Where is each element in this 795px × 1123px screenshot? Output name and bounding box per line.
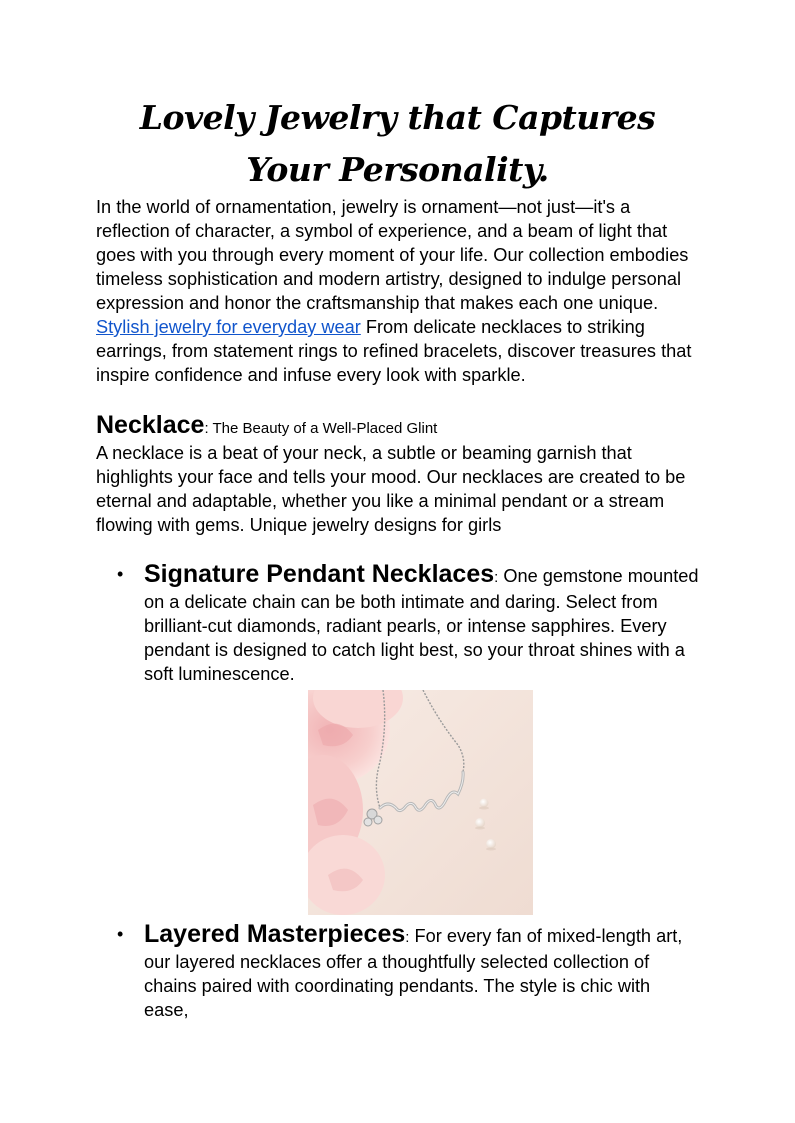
- bullet-separator: :: [494, 569, 499, 586]
- everyday-wear-link[interactable]: Stylish jewelry for everyday wear: [96, 317, 361, 337]
- necklace-heading-separator: :: [204, 420, 209, 437]
- intro-paragraph: [96, 195, 699, 387]
- bullet-description: One gemstone mounted on a delicate chain can be both intimate and daring. Select from brilliant-cut diamonds, radiant pearls, or intense sapphires. Every pendant is designed to catch light best, so your throat shines with a soft luminescence.: [144, 566, 699, 684]
- intro-text-after-link: From delicate necklaces to striking earrings, from statement rings to refined bracelets, discover treasures that inspire confidence and infuse every look with sparkle.: [96, 317, 692, 385]
- list-item: [117, 920, 699, 1022]
- bullet-heading: Layered Masterpieces: [144, 920, 406, 948]
- bullet-separator: :: [405, 929, 410, 946]
- bullet-dot: •: [117, 924, 124, 944]
- bullet-heading: Signature Pendant Necklaces: [144, 560, 495, 588]
- necklace-paragraph: A necklace is a beat of your neck, a subtle or beaming garnish that highlights your face and tells your mood. Our necklaces are created to be eternal and adaptable, whether you like a minimal pendant or a stream flowing with gems. Unique jewelry designs for girls: [96, 443, 686, 535]
- intro-text-before-link: In the world of ornamentation, jewelry is ornament—not just—it's a reflection of character, a symbol of experience, and a beam of light that goes with you through every moment of your life. Our collection embodies timeless sophistication and modern artistry, designed to indulge personal expression and honor the craftsmanship that makes each one unique.: [96, 197, 689, 313]
- necklace-section-heading: [96, 409, 437, 445]
- necklace-subheading: The Beauty of a Well-Placed Glint: [208, 420, 438, 437]
- page-title: Lovely Jewelry that Captures Your Personality.: [139, 98, 656, 189]
- pendant-necklace-photo: [308, 690, 533, 915]
- bullet-dot: •: [117, 564, 124, 584]
- list-item: [117, 560, 699, 686]
- bullet-description: For every fan of mixed-length art, our layered necklaces offer a thoughtfully selected collection of chains paired with coordinating pendants. The style is chic with ease,: [144, 926, 683, 1020]
- necklace-heading-word: Necklace: [96, 411, 205, 439]
